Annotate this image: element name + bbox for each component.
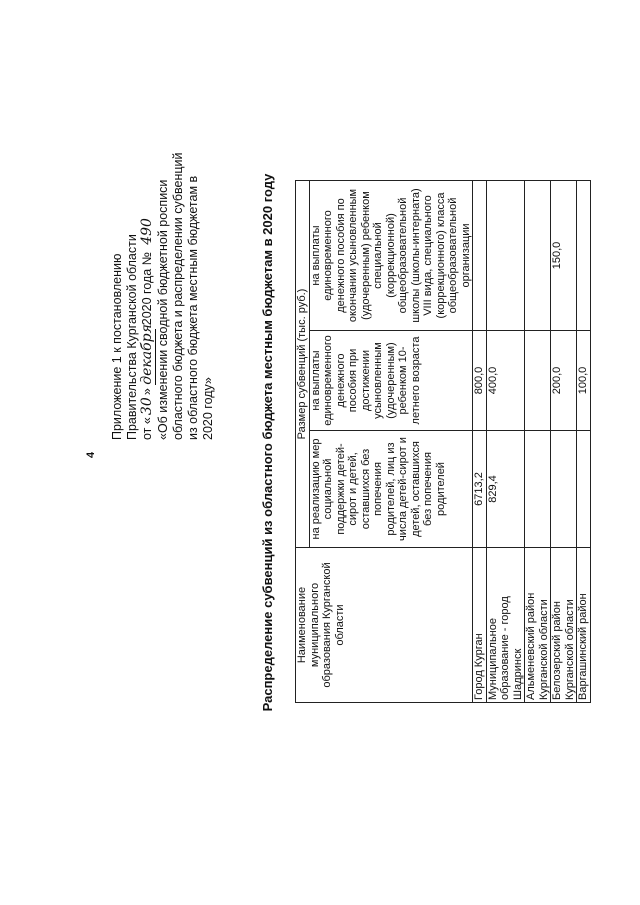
subsidy-table: [295, 180, 591, 703]
header-column: на реализацию мер социальной поддержки детей-сирот и детей, оставшихся без попечения родителей, лиц из числа детей-сирот и детей, оставшихся без попечения родителей: [309, 431, 473, 548]
cell-name: Белозерский район Курганской области: [551, 548, 577, 703]
appendix-line: Приложение 1 к постановлению: [110, 253, 124, 440]
appendix-block: [110, 20, 216, 440]
date-mid: »: [140, 388, 154, 396]
cell-value: 100,0: [577, 331, 591, 431]
handwritten-number: 490: [139, 218, 155, 245]
appendix-line: Правительства Курганской области: [125, 234, 139, 440]
cell-value: [473, 181, 487, 331]
table-row: [525, 181, 551, 703]
appendix-line: из областного бюджета местным бюджетам в: [186, 175, 200, 440]
cell-name: Варгашинский район: [577, 548, 591, 703]
cell-value: 400,0: [486, 331, 525, 431]
document-title: Распределение субвенций из областного бюджета местным бюджетам в 2020 году: [260, 173, 275, 712]
date-prefix: от «: [140, 417, 154, 440]
table-row: [577, 181, 591, 703]
cell-value: [525, 331, 551, 431]
cell-name: Муниципальное образование - город Шадринск: [486, 548, 525, 703]
header-subsidy-group: Размер субвенций (тыс. руб.): [296, 181, 310, 548]
appendix-line: областного бюджета и распределении субвенций: [171, 152, 185, 440]
cell-value: 200,0: [551, 331, 577, 431]
cell-name: Альменевский район Курганской области: [525, 548, 551, 703]
table-row: [551, 181, 577, 703]
appendix-line: «Об изменении сводной бюджетной росписи: [156, 179, 170, 440]
cell-value: 6713,2: [473, 431, 487, 548]
cell-value: [577, 181, 591, 331]
appendix-line: 2020 году»: [201, 377, 215, 440]
cell-value: [577, 431, 591, 548]
handwritten-day: 30: [139, 397, 155, 416]
cell-value: [486, 181, 525, 331]
cell-value: 800,0: [473, 331, 487, 431]
cell-value: 829,4: [486, 431, 525, 548]
table-row: [473, 181, 487, 703]
header-municipality: Наименование муниципального образования Курганской области: [296, 548, 473, 703]
date-year: 2020 года №: [140, 251, 154, 326]
table-row: [486, 181, 525, 703]
header-column: на выплаты единовременного денежного пособия по окончании усыновленным (удочеренным) ребенком специальной (коррекционной) общеобразовательной школы (школы-интерната) VIII вида, специального (коррекционного) класса общеобразовательной организации: [309, 181, 473, 331]
cell-value: 150,0: [551, 181, 577, 331]
handwritten-month: декабря: [139, 324, 155, 385]
cell-value: [551, 431, 577, 548]
table-header-row: [296, 181, 310, 703]
appendix-date-line: [140, 20, 156, 440]
header-column: на выплаты единовременного денежного пособия при достижении усыновленным (удочеренным) ребенком 10-летнего возраста: [309, 331, 473, 431]
cell-value: [525, 431, 551, 548]
page-number: 4: [85, 451, 97, 458]
cell-name: Город Курган: [473, 548, 487, 703]
cell-value: [525, 181, 551, 331]
